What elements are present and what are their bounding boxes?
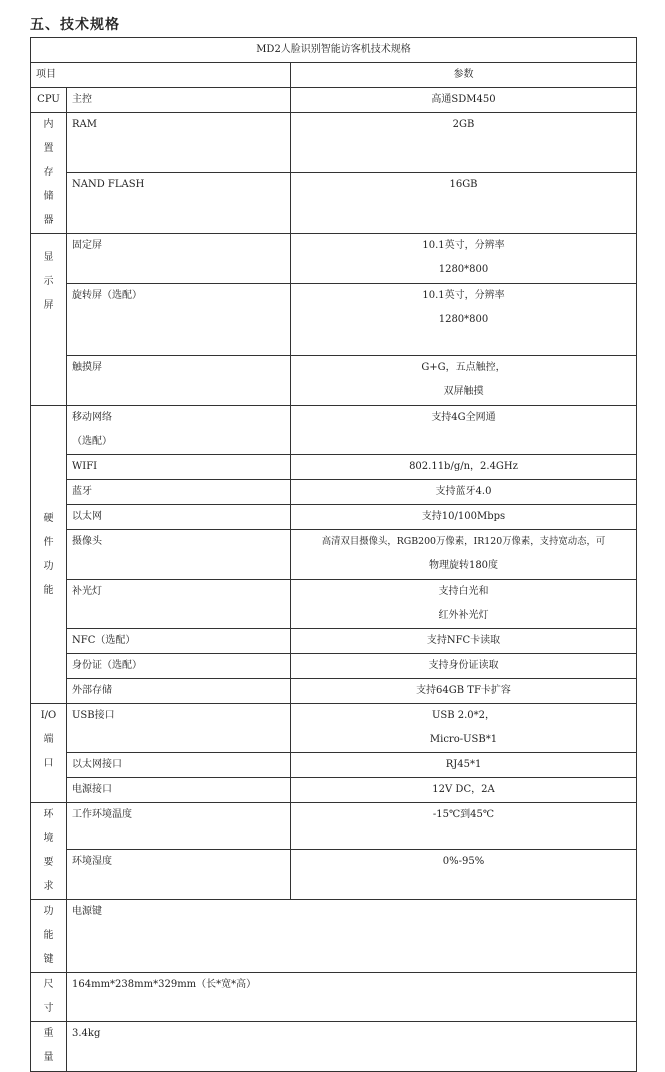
- category-function-keys: [31, 900, 67, 973]
- category-char: 功: [43, 906, 54, 917]
- category-char: 要: [43, 857, 54, 868]
- item-fill-light: 补光灯: [67, 580, 291, 629]
- value-power-port: 12V DC，2A: [291, 778, 637, 803]
- value-main-control: 高通SDM450: [291, 88, 637, 113]
- value-rotating-screen: [291, 284, 637, 356]
- item-ethernet: 以太网: [67, 505, 291, 530]
- category-char: I/O: [40, 710, 57, 721]
- category-char: 置: [43, 143, 54, 154]
- category-char: 器: [43, 215, 54, 226]
- value-line: 支持白光和: [438, 586, 489, 597]
- category-char: 能: [43, 584, 54, 596]
- header-value: 参数: [291, 63, 637, 88]
- category-hardware: [31, 406, 67, 704]
- category-char: 能: [43, 930, 54, 941]
- value-line: 10.1英寸，分辨率: [422, 240, 505, 251]
- item-bluetooth: 蓝牙: [67, 480, 291, 505]
- value-weight: 3.4kg: [67, 1022, 637, 1072]
- category-char: 硬: [43, 512, 54, 524]
- category-char: 功: [43, 560, 54, 572]
- item-ram: RAM: [67, 113, 291, 173]
- table-title: MD2人脸识别智能访客机技术规格: [31, 38, 637, 63]
- item-touch-screen: 触摸屏: [67, 356, 291, 406]
- value-touch-screen: [291, 356, 637, 406]
- category-io: [31, 704, 67, 803]
- value-fixed-screen: [291, 234, 637, 284]
- category-char: 屏: [43, 300, 54, 311]
- value-size: 164mm*238mm*329mm（长*宽*高）: [67, 973, 637, 1022]
- category-size: [31, 973, 67, 1022]
- item-power-port: 电源接口: [67, 778, 291, 803]
- category-char: 存: [43, 167, 54, 178]
- item-wifi: WIFI: [67, 455, 291, 480]
- value-line: 高清双目摄像头，RGB200万像素，IR120万像素，支持宽动态，可: [321, 536, 606, 547]
- value-line: USB 2.0*2，: [431, 710, 496, 721]
- spec-table: [30, 37, 637, 1072]
- value-camera: [291, 530, 637, 580]
- item-usb: USB接口: [67, 704, 291, 753]
- category-char: 境: [43, 833, 54, 844]
- item-mobile-network: [67, 406, 291, 455]
- item-nfc: NFC（选配）: [67, 629, 291, 654]
- category-char: 寸: [43, 1003, 54, 1014]
- header-item: 项目: [31, 63, 291, 88]
- value-wifi: 802.11b/g/n，2.4GHz: [291, 455, 637, 480]
- item-line: 移动网络: [72, 412, 112, 423]
- value-working-temperature: -15℃到45℃: [291, 803, 637, 850]
- value-humidity: 0%-95%: [291, 850, 637, 900]
- category-display: [31, 234, 67, 406]
- value-bluetooth: 支持蓝牙4.0: [291, 480, 637, 505]
- value-nfc: 支持NFC卡读取: [291, 629, 637, 654]
- value-id-card: 支持身份证读取: [291, 654, 637, 679]
- category-cpu: CPU: [31, 88, 67, 113]
- item-main-control: 主控: [67, 88, 291, 113]
- category-weight: [31, 1022, 67, 1072]
- category-char: 示: [43, 276, 54, 287]
- item-humidity: 环境湿度: [67, 850, 291, 900]
- item-rotating-screen: 旋转屏（选配）: [67, 284, 291, 356]
- value-nand-flash: 16GB: [291, 173, 637, 234]
- value-fill-light: [291, 580, 637, 629]
- value-function-keys: 电源键: [67, 900, 637, 973]
- value-line: Micro-USB*1: [429, 734, 498, 745]
- category-environment: [31, 803, 67, 900]
- value-ethernet-port: RJ45*1: [291, 753, 637, 778]
- item-ethernet-port: 以太网接口: [67, 753, 291, 778]
- value-mobile-network: 支持4G全网通: [291, 406, 637, 455]
- item-nand-flash: NAND FLASH: [67, 173, 291, 234]
- item-camera: 摄像头: [67, 530, 291, 580]
- value-ethernet: 支持10/100Mbps: [291, 505, 637, 530]
- value-line: 1280*800: [438, 314, 489, 325]
- item-fixed-screen: 固定屏: [67, 234, 291, 284]
- item-working-temperature: 工作环境温度: [67, 803, 291, 850]
- category-char: 环: [43, 809, 54, 820]
- value-ram: 2GB: [291, 113, 637, 173]
- category-char: 显: [43, 252, 54, 263]
- category-storage: [31, 113, 67, 234]
- item-external-storage: 外部存储: [67, 679, 291, 704]
- value-usb: [291, 704, 637, 753]
- section-heading: 五、技术规格: [30, 17, 120, 33]
- category-char: 口: [43, 758, 54, 769]
- category-char: 内: [43, 119, 54, 130]
- value-line: 10.1英寸，分辨率: [422, 290, 505, 301]
- category-char: 量: [43, 1052, 54, 1063]
- category-char: 件: [43, 536, 54, 548]
- category-char: 尺: [43, 979, 54, 990]
- item-id-card: 身份证（选配）: [67, 654, 291, 679]
- category-char: 求: [43, 881, 54, 892]
- category-char: 键: [43, 954, 54, 965]
- item-line: （选配）: [72, 436, 112, 447]
- category-char: 重: [43, 1028, 54, 1039]
- value-line: 1280*800: [438, 264, 489, 275]
- value-external-storage: 支持64GB TF卡扩容: [291, 679, 637, 704]
- value-line: 红外补光灯: [438, 610, 489, 621]
- value-line: G+G，五点触控，: [421, 362, 506, 373]
- value-line: 双屏触摸: [443, 386, 484, 397]
- category-char: 端: [43, 734, 54, 745]
- category-char: 储: [43, 191, 54, 202]
- value-line: 物理旋转180度: [428, 560, 499, 571]
